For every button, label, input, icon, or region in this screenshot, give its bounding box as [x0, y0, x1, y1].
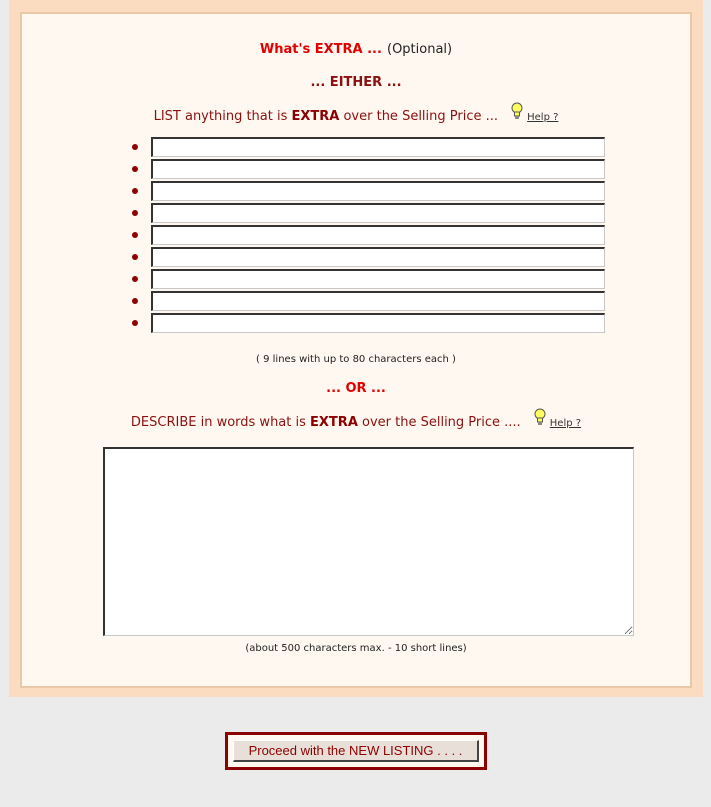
either-label: [22, 71, 690, 90]
bullet-icon: [132, 320, 138, 326]
list-item: [132, 202, 612, 224]
bullet-icon: [132, 188, 138, 194]
list-item: [132, 312, 612, 334]
bullet-icon: [132, 210, 138, 216]
list-help-link[interactable]: Help ?: [527, 112, 559, 123]
list-prompt-emphasis: EXTRA: [291, 109, 340, 124]
list-prompt: [22, 102, 690, 124]
extra-line-input-7[interactable]: [151, 269, 605, 289]
list-item: [132, 180, 612, 202]
list-note: [22, 347, 690, 366]
or-label: [22, 377, 690, 396]
extra-line-input-6[interactable]: [151, 247, 605, 267]
describe-prompt-prefix: DESCRIBE in words what is: [130, 415, 311, 430]
describe-extra-textarea[interactable]: [103, 447, 634, 636]
bullet-icon: [132, 298, 138, 304]
list-prompt-prefix: LIST anything that is: [153, 109, 292, 124]
list-note-text: ( 9 lines with up to 80 characters each ): [256, 354, 456, 365]
describe-note-text: (about 500 characters max. - 10 short lines): [245, 643, 467, 654]
extra-line-input-3[interactable]: [151, 181, 605, 201]
or-text: ... OR ...: [326, 381, 386, 396]
extra-section-frame: [9, 0, 703, 697]
describe-prompt: [22, 408, 690, 430]
describe-prompt-suffix: over the Selling Price ....: [357, 415, 521, 430]
bullet-icon: [132, 276, 138, 282]
extra-line-input-1[interactable]: [151, 137, 605, 157]
either-text: ... EITHER ...: [310, 75, 402, 90]
proceed-button-frame: [225, 732, 487, 770]
list-item: [132, 158, 612, 180]
extra-line-input-9[interactable]: [151, 313, 605, 333]
describe-note: [22, 636, 690, 655]
list-item: [132, 268, 612, 290]
proceed-new-listing-button[interactable]: Proceed with the NEW LISTING . . . .: [233, 740, 479, 762]
extra-line-input-4[interactable]: [151, 203, 605, 223]
lightbulb-icon[interactable]: [511, 102, 523, 124]
list-item: [132, 224, 612, 246]
extra-line-input-5[interactable]: [151, 225, 605, 245]
section-title: What's EXTRA ...: [259, 42, 382, 57]
list-prompt-suffix: over the Selling Price ...: [339, 109, 499, 124]
lightbulb-icon[interactable]: [534, 408, 546, 430]
describe-help-link[interactable]: Help ?: [549, 418, 582, 429]
extra-line-input-2[interactable]: [151, 159, 605, 179]
list-item: [132, 290, 612, 312]
extra-section-panel: [20, 12, 692, 688]
bullet-icon: [132, 254, 138, 260]
bullet-icon: [132, 232, 138, 238]
describe-prompt-emphasis: EXTRA: [310, 415, 358, 430]
bullet-icon: [132, 166, 138, 172]
section-header: [22, 38, 690, 57]
optional-label: (Optional): [387, 42, 453, 57]
list-item: [132, 246, 612, 268]
bullet-icon: [132, 144, 138, 150]
list-item: [132, 136, 612, 158]
extra-line-input-8[interactable]: [151, 291, 605, 311]
